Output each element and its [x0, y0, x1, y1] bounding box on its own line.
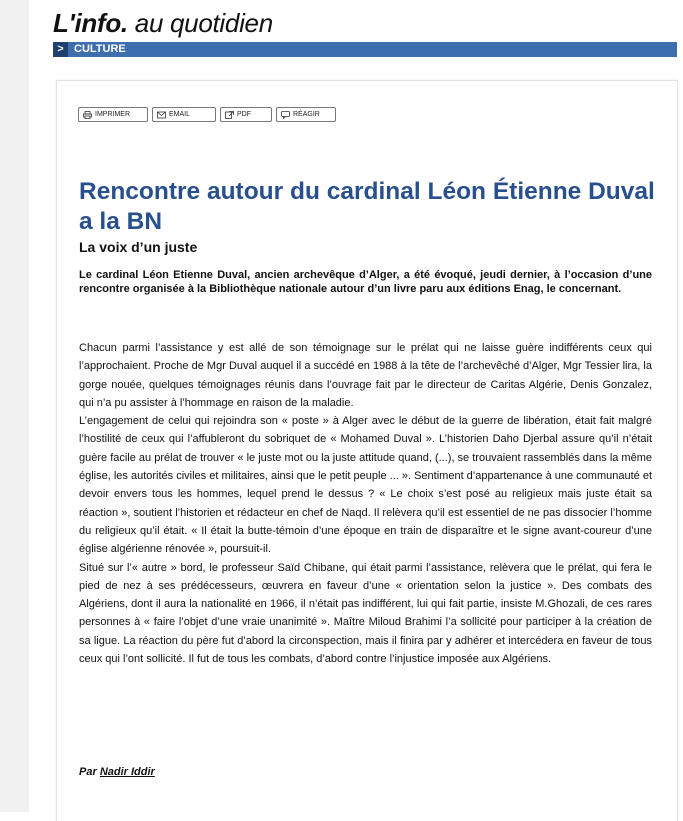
article-byline — [79, 766, 155, 778]
react-label: RÉAGIR — [293, 111, 320, 118]
speech-bubble-icon — [281, 111, 290, 119]
article-title: Rencontre autour du cardinal Léon Étienne Duval a la BN — [79, 178, 655, 235]
article-toolbar — [78, 107, 336, 122]
article-lead: Le cardinal Léon Etienne Duval, ancien archevêque d’Alger, a été évoqué, jeudi dernier, à l’occasion d’une rencontre organisée à la Bibliothèque nationale autour d’un livre paru aux éditions Enag, le concernant. — [79, 269, 652, 295]
section-label: CULTURE — [74, 43, 126, 55]
article-body — [79, 339, 652, 668]
printer-icon — [83, 111, 92, 119]
left-margin-strip — [0, 0, 29, 812]
article-subtitle: La voix d’un juste — [79, 239, 198, 255]
pdf-button[interactable] — [220, 107, 272, 122]
author-link[interactable]: Nadir Iddir — [99, 766, 155, 778]
chevron-right-icon: > — [53, 42, 68, 57]
react-button[interactable] — [276, 107, 336, 122]
article-paragraph: Chacun parmi l’assistance y est allé de son témoignage sur le prélat qui ne laisse guère indifférents ceux qui l’approchaient. Proche de Mgr Duval auquel il a succédé en 1988 à la tête de l’archevêché d’Alger, Mgr Tessier lira, la gorge nouée, quelques témoignages réunis dans l’ouvrage fait par le directeur de Caritas Algérie, Denis Gonzalez, qui n’a pu assister à l’hommage en raison de la maladie. — [79, 342, 652, 409]
masthead-brand: L'info. — [53, 8, 128, 38]
article-paragraph: Situé sur l’« autre » bord, le professeur Saïd Chibane, qui était parmi l’assistance, relèvera que le prélat, qui fera le pied de nez à ses prédécesseurs, œuvrera en faveur d’une « orientation selon la justice ». Des combats des Algériens, dont il aura la nationalité en 1966, il n’était pas indifférent, lui qui fait partie, insiste M.Ghozali, de ces rares personnes à « faire l’objet d’une vraie unanimité ». Maître Miloud Brahimi l’a sollicité pour participer à la création de sa ligue. La réaction du père fut d’abord la circonspection, mais il finira par y adhérer et intercédera en faveur de tous ceux qui l’ont sollicité. Il fut de tous les combats, d’abord contre l’injustice imposée aux Algériens. — [79, 561, 652, 666]
email-button[interactable] — [152, 107, 216, 122]
article-paragraph: L’engagement de celui qui rejoindra son « poste » à Alger avec le début de la guerre de libération, était fait malgré l’hostilité de ceux qui l’affubleront du sobriquet de « Mohamed Duval ». L’historien Daho Djerbal assure qu’il n’était guère facile au prélat de trouver « le juste mot ou la juste attitude quand, (...), se trouvaient rassemblés dans la même église, les autorités civiles et militaires, ainsi que le petit peuple ... ». Sentiment d’appartenance à une communauté et devoir envers tous les hommes, lequel prend le dessus ? « Le choix s’est posé au religieux mais juste était sa réaction », soutient l’historien et rédacteur en chef de Naqd. Il relèvera qu’il est essentiel de ne pas dissocier l’homme du religieux qu’il était. « Il était la butte-témoin d’une époque en train de disparaître et le signe avant-coureur d’une église algérienne rénovée », poursuit-il. — [79, 415, 652, 556]
site-masthead[interactable] — [53, 8, 273, 39]
masthead-tagline: au quotidien — [134, 8, 273, 38]
pdf-icon — [225, 111, 234, 119]
pdf-label: PDF — [237, 111, 251, 118]
section-bar[interactable] — [53, 42, 677, 57]
print-button[interactable] — [78, 107, 148, 122]
byline-prefix: Par — [79, 766, 97, 778]
print-label: IMPRIMER — [95, 111, 130, 118]
email-label: EMAIL — [169, 111, 191, 118]
envelope-icon — [157, 111, 166, 119]
